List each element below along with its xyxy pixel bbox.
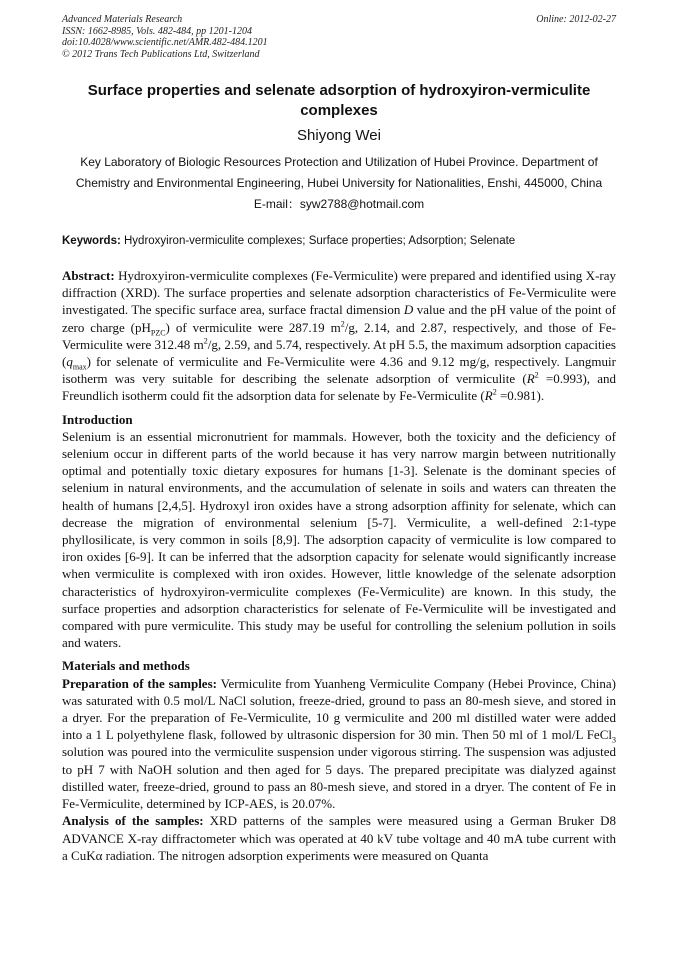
abstract-symbol: q xyxy=(66,354,73,370)
abstract-superscript: 2 xyxy=(534,370,539,380)
analysis-paragraph xyxy=(62,812,616,864)
analysis-text: XRD patterns of the samples were measured using a German Bruker D8 ADVANCE X-ray diffractometer which was operated at 40 kV tube voltage and 40 mA tube current with a CuKα radiation. The nitrogen adsorption experiments were measured on Quanta xyxy=(62,813,616,863)
preparation-text: Vermiculite from Yuanheng Vermiculite Company (Hebei Province, China) was saturated with 0.5 mol/L NaCl solution, freeze-dried, ground to pass an 80-mesh sieve, and stored in a dryer. For the preparation of Fe-Vermiculite, 10 g vermiculite and 200 ml distilled water were added into a 1 L polyethylene flask, followed by ultrasonic dispersion for 30 min. Then 50 ml of 1 mol/L FeCl xyxy=(62,675,616,743)
abstract-symbol: R xyxy=(526,371,535,387)
abstract-subscript: max xyxy=(72,362,87,372)
author-name: Shiyong Wei xyxy=(297,127,381,144)
abstract-text: Hydroxyiron-vermiculite complexes (Fe-Vermiculite) were prepared and identified using X-ray diffraction (XRD). The surface properties and selenate adsorption characteristics of Fe-Vermiculite were investigated. The specific surface area, surface fractal dimension xyxy=(62,268,616,318)
keywords-text: Hydroxyiron-vermiculite complexes; Surface properties; Adsorption; Selenate xyxy=(124,235,516,247)
abstract-symbol: D xyxy=(403,302,414,318)
doi-line[interactable]: doi:10.4028/www.scientific.net/AMR.482-484.1201 xyxy=(62,37,268,48)
paper-body xyxy=(62,267,616,864)
introduction-heading: Introduction xyxy=(62,411,133,427)
preparation-text: solution was poured into the vermiculite suspension under vigorous stirring. The suspension was adjusted to pH 7 with NaOH solution and then aged for 5 days. The prepared precipitate was dialyzed against distilled water, freeze-dried, ground to pass an 80-mesh sieve, and stored in a dryer. The content of Fe in Fe-Vermiculite, determined by ICP-AES, is 20.07%. xyxy=(62,744,616,812)
abstract-superscript: 2 xyxy=(203,336,208,346)
abstract-symbol: R xyxy=(484,388,493,404)
preparation-paragraph xyxy=(62,675,616,813)
analysis-label: Analysis of the samples: xyxy=(62,813,204,829)
journal-header xyxy=(62,14,268,60)
online-date: Online: 2012-02-27 xyxy=(536,14,616,25)
abstract-superscript: 2 xyxy=(340,319,345,329)
preparation-label: Preparation of the samples: xyxy=(62,675,217,691)
affiliation: Key Laboratory of Biologic Resources Protection and Utilization of Hubei Province. Department of Chemistry and Environmental Engineering, Hubei University for Nationalities, Enshi, 445000, China xyxy=(75,155,603,190)
abstract-superscript: 2 xyxy=(492,388,497,398)
abstract-paragraph xyxy=(62,267,616,405)
keywords-label: Keywords: xyxy=(62,235,121,247)
abstract-subscript: PZC xyxy=(150,328,166,338)
abstract-text: ) for selenate of vermiculite and Fe-Vermiculite were 4.36 and 9.12 mg/g, respectively. Langmuir isotherm was very suitable for describing the selenate adsorption of vermiculite ( xyxy=(62,354,616,387)
abstract-text: /g, 2.59, and 5.74, respectively. At pH 5.5, the maximum adsorption capacities ( xyxy=(62,336,616,370)
introduction-paragraph: Selenium is an essential micronutrient for mammals. However, both the toxicity and the deficiency of selenium occur in different parts of the world because it has very narrow margin between nutritionally optimal and potentially toxic dietary exposures for humans [1-3]. Selenate is the dominant species of selenium in natural environments, and the accumulation of selenate in soils and waters can threaten the health of humans [2,4,5]. Hydroxyl iron oxides have a strong adsorption affinity for selenate, which can decrease the migration of environmental selenium [5-7]. Vermiculite, a well-defined 2:1-type phyllosilicate, is very common in soils [8,9]. The adsorption capacity of vermiculite is low compared to iron oxides [6-9]. It can be inferred that the adsorption capacity for selenate would significantly increase when vermiculite is complexed with iron oxides. However, little knowledge of the selenate adsorption characteristics of hydroxyiron-vermiculite complexes (Fe-Vermiculite) are known. In this study, the surface properties and adsorption characteristics for selenate of Fe-Vermiculite will be investigated and compared with pure vermiculite. This study may be useful for controlling the selenium pollution in soils and waters. xyxy=(62,428,616,651)
keywords-line xyxy=(62,235,616,247)
paper-title: Surface properties and selenate adsorption of hydroxyiron-vermiculite complexes xyxy=(87,82,591,119)
abstract-text: =0.993), and Freundlich isotherm could fit the adsorption data for selenate by Fe-Vermiculite ( xyxy=(62,371,616,404)
journal-name: Advanced Materials Research xyxy=(62,14,183,25)
abstract-text: ) of vermiculite were 287.19 m xyxy=(165,319,341,335)
preparation-subscript: 3 xyxy=(612,735,616,745)
methods-heading: Materials and methods xyxy=(62,658,190,674)
abstract-text: /g, 2.14, and 2.87, respectively, and those of Fe-Vermiculite were 312.48 m xyxy=(62,319,616,352)
author-email[interactable]: E-mail：syw2788@hotmail.com xyxy=(253,197,425,211)
abstract-text: value and the pH value of the point of zero charge (pH xyxy=(62,302,616,335)
issn-line: ISSN: 1662-8985, Vols. 482-484, pp 1201-1204 xyxy=(62,25,252,37)
copyright-line: © 2012 Trans Tech Publications Ltd, Switzerland xyxy=(62,48,260,60)
abstract-label: Abstract: xyxy=(62,268,115,283)
abstract-text: =0.981). xyxy=(496,388,545,404)
